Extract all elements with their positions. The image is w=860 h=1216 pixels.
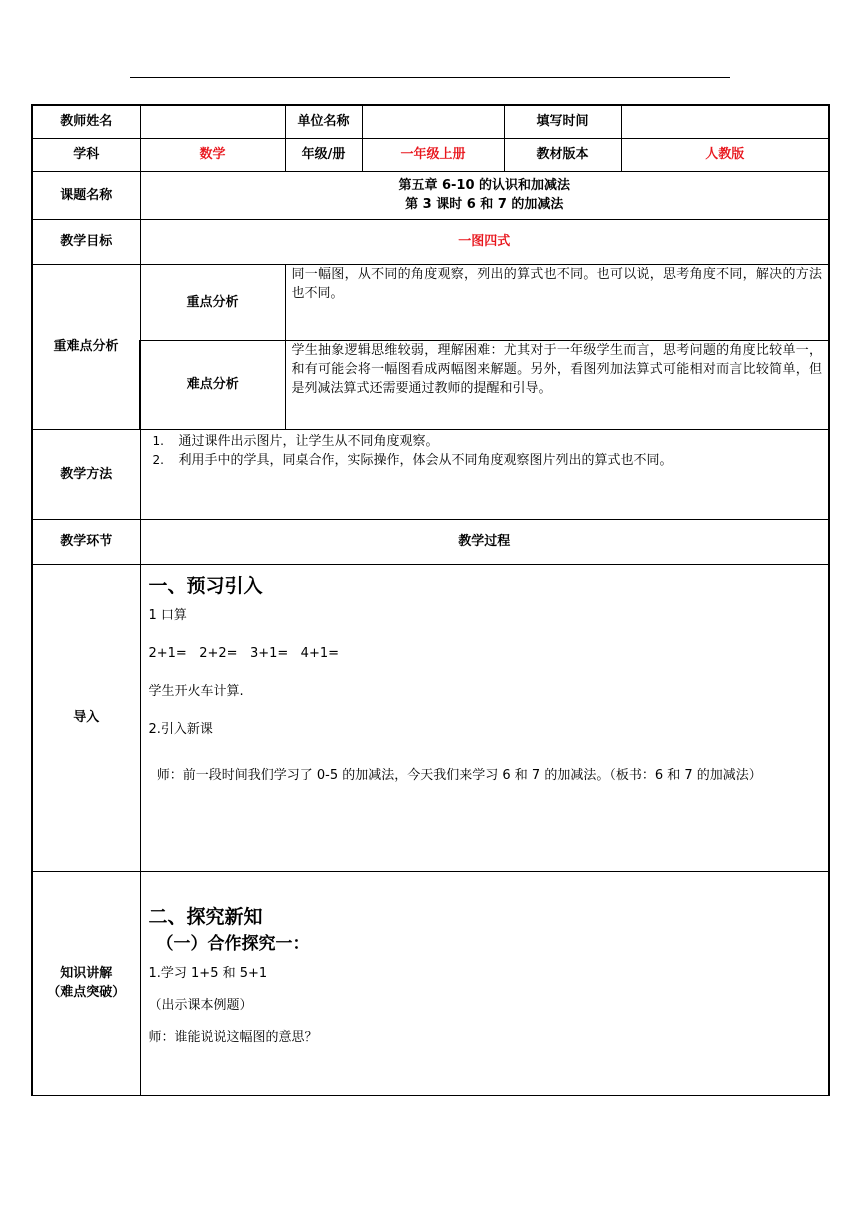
row-difficulty (32, 340, 829, 429)
methods-list (140, 429, 829, 519)
key-point-label: 重点分析 (140, 264, 285, 340)
method-item (147, 451, 823, 470)
knowledge-label-line-1: 知识讲解 (60, 966, 113, 981)
edition-value: 人教版 (621, 138, 829, 171)
date-value (621, 105, 829, 138)
grade-label: 年级/册 (285, 138, 362, 171)
intro-label: 导入 (32, 564, 140, 871)
row-subject (32, 138, 829, 171)
row-methods (32, 429, 829, 519)
method-number: 2. (152, 452, 164, 467)
method-number: 1. (152, 433, 164, 448)
methods-label: 教学方法 (32, 429, 140, 519)
knowledge-subheading: （一）合作探究一： (156, 933, 310, 954)
unit-label: 单位名称 (285, 105, 362, 138)
intro-line: 学生开火车计算. (148, 683, 244, 699)
method-text: 通过课件出示图片，让学生从不同角度观察。 (178, 433, 439, 449)
intro-line: 2.引入新课 (148, 721, 213, 737)
knowledge-heading: 二、探究新知 (148, 905, 263, 928)
intro-line: 师：前一段时间我们学习了 0-5 的加减法，今天我们来学习 6 和 7 的加减法。（板书：6 和 7 的加减法） (148, 767, 762, 783)
row-intro (32, 564, 829, 871)
knowledge-label (32, 871, 140, 1095)
row-teacher (32, 105, 829, 138)
goal-label: 教学目标 (32, 219, 140, 264)
process-label: 教学过程 (140, 519, 829, 564)
lesson-plan-table (31, 104, 830, 1096)
date-label: 填写时间 (504, 105, 621, 138)
teacher-label: 教师姓名 (32, 105, 140, 138)
topic-line-2: 第 3 课时 6 和 7 的加减法 (405, 197, 564, 212)
topic-line-1: 第五章 6-10 的认识和加减法 (398, 178, 571, 193)
difficulty-label: 难点分析 (140, 340, 285, 429)
goal-value: 一图四式 (140, 219, 829, 264)
edition-label: 教材版本 (504, 138, 621, 171)
teacher-value (140, 105, 285, 138)
grade-value: 一年级上册 (362, 138, 504, 171)
header-rule (130, 77, 730, 78)
intro-content (140, 564, 829, 871)
intro-heading: 一、预习引入 (148, 574, 263, 597)
method-text: 利用手中的学具，同桌合作，实际操作，体会从不同角度观察图片列出的算式也不同。 (178, 452, 673, 468)
intro-line: 2+1= 2+2= 3+1= 4+1= (148, 645, 339, 661)
key-point-text: 同一幅图，从不同的角度观察，列出的算式也不同。也可以说，思考角度不同，解决的方法也不同。 (285, 264, 829, 340)
stage-label: 教学环节 (32, 519, 140, 564)
subject-value: 数学 (140, 138, 285, 171)
knowledge-line: 师：谁能说说这幅图的意思？ (148, 1029, 318, 1045)
difficulty-text: 学生抽象逻辑思维较弱，理解困难：尤其对于一年级学生而言，思考问题的角度比较单一，和有可能会将一幅图看成两幅图来解题。另外，看图列加法算式可能相对而言比较简单，但是列减法算式还需要通过教师的提醒和引导。 (285, 340, 829, 429)
topic-label: 课题名称 (32, 171, 140, 219)
row-topic (32, 171, 829, 219)
row-knowledge (32, 871, 829, 1095)
unit-value (362, 105, 504, 138)
subject-label: 学科 (32, 138, 140, 171)
row-process-header (32, 519, 829, 564)
method-item (147, 432, 823, 451)
knowledge-content (140, 871, 829, 1095)
row-goal (32, 219, 829, 264)
topic-value (140, 171, 829, 219)
knowledge-line: 1.学习 1+5 和 5+1 (148, 965, 268, 981)
intro-line: 1 口算 (148, 607, 187, 623)
knowledge-label-line-2: （难点突破） (47, 985, 126, 1000)
knowledge-line: （出示课本例题） (148, 997, 253, 1013)
row-key-point (32, 264, 829, 340)
analysis-label: 重难点分析 (32, 264, 140, 429)
